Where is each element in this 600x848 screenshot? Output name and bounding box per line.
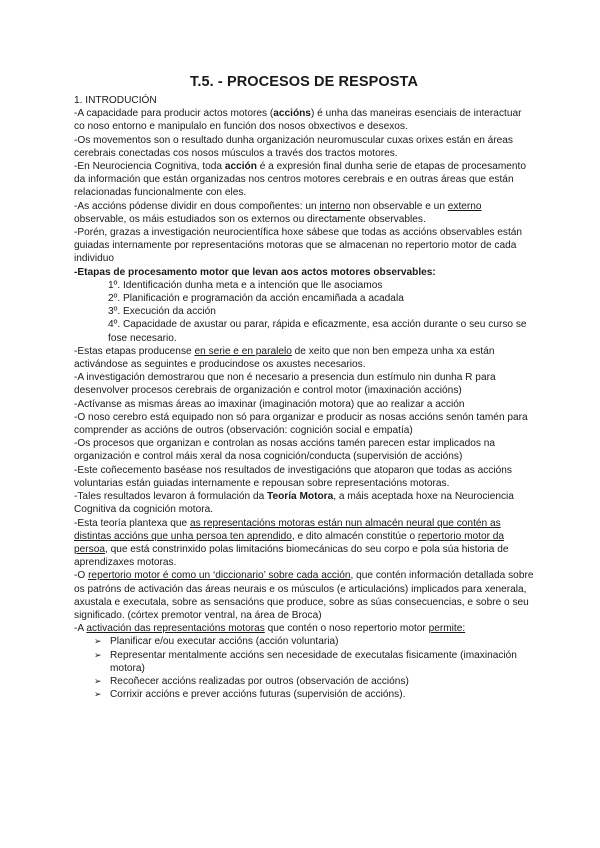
text-run: , a máis aceptada hoxe na Neurociencia Cognitiva da cognición motora. [74,491,514,516]
list-item: 4º. Capacidade de axustar ou parar, rápida e eficazmente, esa acción durante o seu curso se fose necesario. [108,319,527,344]
underlined-term: externo [447,200,482,212]
steps-list [74,279,534,345]
underlined-term: repertorio motor é como un ‘diccionario’ sobre cada acción [88,570,351,582]
text-run: -Tales resultados levaron á formulación da [74,491,268,503]
bold-term: accións [273,108,311,120]
text-run: non observable e un [350,200,448,212]
underlined-term: permite: [428,623,466,635]
underlined-term: as representacións motoras están nun almacén neural que contén as distintas accións que unha persoa ten aprendido [74,517,501,542]
underlined-term: interno [319,200,351,212]
underlined-term: activación das representacións motoras [86,623,265,635]
bullet-list [74,635,534,701]
list-item: 2º. Planificación e programación da acción encamiñada a acadala [108,293,404,305]
arrow-bullet-icon: ➢ [94,689,102,700]
list-item: 1º. Identificación dunha meta e a intención que lle asociamos [108,279,383,291]
text-run: -En Neurociencia Cognitiva, toda [74,161,225,173]
list-item [94,635,534,648]
document-page [74,74,534,701]
list-item-text: Corrixir accións e prever accións futuras (supervisión de accións). [110,689,406,701]
text-run: de xeito que non ben empeza unha xa están activándose as seguintes e producindose os axustes necesarios. [74,345,495,371]
steps-heading: -Etapas de procesamento motor que levan aos actos motores observables: [74,266,436,278]
arrow-bullet-icon: ➢ [94,649,102,660]
text-run: que contén o noso repertorio motor [264,623,429,635]
list-item-text: Planificar e/ou executar accións (acción voluntaria) [110,636,339,648]
paragraph [74,160,534,200]
paragraph [74,345,534,371]
text-run: , que contén información detallada sobre os patróns de activación das áreas neurais e os músculos (e articulacións) implicados para xenerala, axustala e executala, sobre as sensacións que produce, sobre as súas consecuencias, e sobre o seu significado. (córtex premotor ventral, na área de Broca) [74,570,534,621]
underlined-term: en serie e en paralelo [194,345,292,357]
list-item [94,688,534,701]
paragraph: -Actívanse as mismas áreas ao imaxinar (imaginación motora) que ao realizar a acción [74,398,465,410]
paragraph [74,517,534,570]
text-run: -Esta teoría plantexa que [74,517,190,529]
text-run: -O [74,570,89,582]
list-item [94,649,534,675]
text-run: ) é unha das maneiras esenciais de interactuar co noso entorno e manipulalo en función dos nosos obxectivos e desexos. [74,108,522,133]
list-item: 3º. Execución da acción [108,306,216,318]
bold-term: acción [224,161,257,173]
paragraph: -A investigación demostrarou que non é necesario a presencia dun estímulo nin dunha R para desenvolver procesos cerebrais de organización e control motor (imaxinación accións) [74,372,496,397]
paragraph: -Os movementos son o resultado dunha organización neuromuscular cuxas orixes están en áreas cerebrais conectadas cos nosos músculos a través dos tractos motores. [74,134,513,159]
text-run: observable, os máis estudiados son os externos ou directamente observables. [74,213,426,225]
text-run: -As accións pódense dividir en dous compoñentes: un [74,200,320,212]
text-run: , e dito almacén constitúe o [291,530,418,542]
list-item [94,675,534,688]
section-heading: 1. INTRODUCIÓN [74,95,157,106]
text-run: -A [74,623,87,635]
paragraph [74,107,534,133]
paragraph [74,622,534,635]
list-item-text: Recoñecer accións realizadas por outros (observación de accións) [110,675,409,687]
arrow-bullet-icon: ➢ [94,675,102,686]
list-item-text: Representar mentalmente accións sen necesidade de executalas fisicamente (imaxinación motora) [110,649,517,674]
arrow-bullet-icon: ➢ [94,636,102,647]
text-run: -A capacidade para producir actos motores ( [74,108,274,120]
page-title: T.5. - PROCESOS DE RESPOSTA [189,74,419,90]
text-run: -Estas etapas producense [74,345,195,357]
paragraph: -Porén, grazas a investigación neurocientífica hoxe sábese que todas as accións observables están guiadas internamente por representacións motoras que se almacenan no repertorio motor de cada individuo [74,227,523,265]
paragraph: -O noso cerebro está equipado non só para organizar e producir as nosas accións senón tamén para comprender as accións de outros (observación: cognición social e empatía) [74,411,528,437]
underlined-term: repertorio motor da persoa [74,530,505,555]
paragraph [74,569,534,622]
paragraph: -Este coñecemento baséase nos resultados de investigacións que atoparon que todas as accións voluntarias están guiadas internamente e repousan sobre representacións motoras. [74,464,512,489]
bold-term: Teoría Motora [267,491,334,503]
text-run: , que está constrinxido polas limitacións biomecánicas do seu corpo e pola súa historia de aprendizaxes motoras. [74,543,509,569]
text-run: é a expresión final dunha serie de etapas de procesamento da información que están organizadas nos centros motores cerebrais e en outras áreas que están relacionadas funcionalmente con eles. [74,161,526,199]
paragraph [74,200,534,226]
paragraph [74,490,534,516]
paragraph: -Os procesos que organizan e controlan as nosas accións tamén parecen estar implicados na organización e control máis xeral da nosa cognición/conducta (supervisión de accións) [74,438,495,463]
